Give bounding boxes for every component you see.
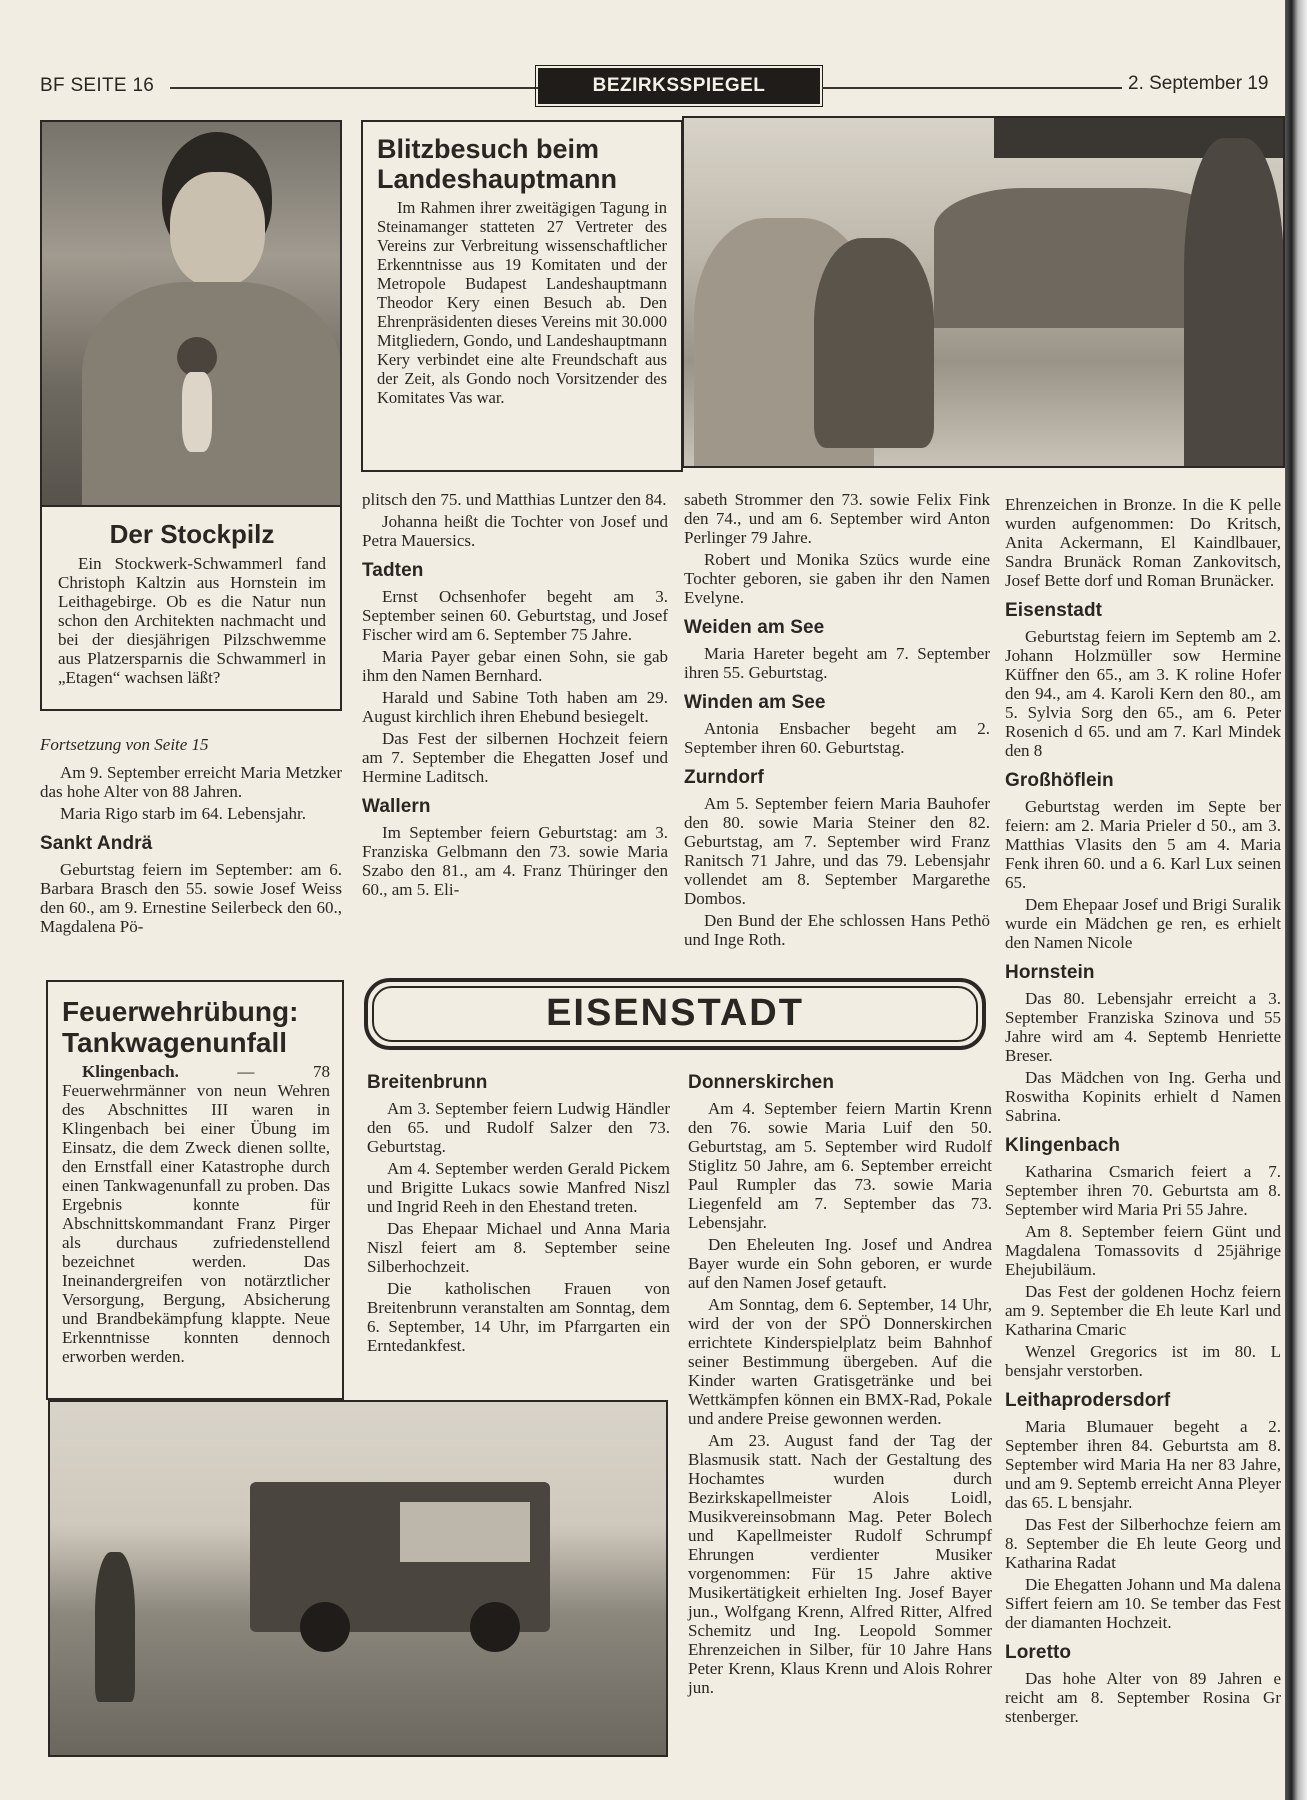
paragraph: Das Fest der silbernen Hochzeit feiern am 7. September die Ehegatten Josef und Hermine Laditsch.: [362, 729, 668, 786]
continuation-note: Fortsetzung von Seite 15: [40, 735, 209, 754]
paragraph: Das hohe Alter von 89 Jahren e reicht am 8. September Rosina Gr stenberger.: [1005, 1669, 1281, 1726]
section-heading: Donnerskirchen: [688, 1072, 835, 1093]
paragraph: Maria Blumauer begeht a 2. September ihren 84. Geburtsta am 8. September wird Maria Ha ner 83 Jahre, und am 9. Septemb erreicht Anna Pleyer das 65. L bensjahr.: [1005, 1417, 1281, 1512]
paragraph: Am 3. September feiern Ludwig Händler den 65. und Rudolf Salzer den 73. Geburtstag.: [367, 1099, 670, 1156]
paragraph: Den Bund der Ehe schlossen Hans Pethö und Inge Roth.: [684, 911, 990, 949]
column-4: [1005, 495, 1281, 1729]
paragraph: Wenzel Gregorics ist im 80. L bensjahr verstorben.: [1005, 1342, 1281, 1380]
section-heading: Zurndorf: [684, 767, 764, 788]
blitzbesuch-article: [361, 120, 683, 472]
paragraph: Johanna heißt die Tochter von Josef und Petra Mauersics.: [362, 512, 668, 550]
column-3: [684, 490, 990, 952]
eisenstadt-banner: [364, 978, 986, 1050]
section-heading: Sankt Andrä: [40, 833, 153, 854]
paragraph: Geburtstag feiern im September: am 6. Barbara Brasch den 55. sowie Josef Weiss den 60., am 9. Ernestine Seilerbeck den 60., Magdalena Pö-: [40, 860, 342, 936]
column-donnerskirchen: [688, 1072, 992, 1700]
paragraph: Das 80. Lebensjahr erreicht a 3. September Franziska Szinova und 55 Jahre wird am 4. Septemb Henriette Breser.: [1005, 989, 1281, 1065]
section-heading: Hornstein: [1005, 962, 1095, 983]
header-rule-left: [170, 87, 538, 89]
paragraph: Ehrenzeichen in Bronze. In die K pelle wurden aufgenommen: Do Kritsch, Anita Ackermann, El Kaindlbauer, Sandra Brunäck Roman Zankovitsch, Josef Bette dorf und Roman Brunäcker.: [1005, 495, 1281, 590]
feuerwehr-article: [46, 980, 344, 1400]
section-heading: Leithaprodersdorf: [1005, 1390, 1171, 1411]
page-label: BF SEITE 16: [40, 75, 155, 96]
paragraph: plitsch den 75. und Matthias Luntzer den 84.: [362, 490, 667, 509]
section-heading: Breitenbrunn: [367, 1072, 488, 1093]
feuerwehr-text: — 78 Feuerwehrmänner von neun Wehren des Abschnittes III waren in Klingenbach bei einer Übung im Einsatz, die dem Zweck dienen sollte, den Ernstfall einer Katastrophe durch einen Tankwagenunfall zu proben. Das Ergebnis konnte für Abschnittskommandant Franz Pirger als durchaus zufriedenstellend bezeichnet werden. Das Ineinandergreifen von notärztlicher Versorgung, Bergung, Absicherung und Brandbekämpfung klappte. Neue Erkenntnisse konnten dennoch erworben werden.: [62, 1062, 330, 1366]
section-heading: Wallern: [362, 796, 431, 817]
paragraph: Maria Rigo starb im 64. Lebensjahr.: [60, 804, 306, 823]
paragraph: Am 23. August fand der Tag der Blasmusik statt. Nach der Gestaltung des Hochamtes wurden durch Bezirkskapellmeister Alois Loidl, Musikvereinsobmann Mag. Peter Bolech und Kapellmeister Rudolf Schrumpf Ehrungen verdienter Musiker vorgenommen: Für 15 Jahre aktive Musikertätigkeit erhielten Ing. Josef Bayer jun., Wolfgang Krenn, Alfred Ritter, Alfred Schemitz und Ing. Leopold Sommer Ehrenzeichen in Silber, für 10 Jahre Hans Peter Krenn, Klaus Krenn und Alois Rohrer jun.: [688, 1431, 992, 1697]
paragraph: Dem Ehepaar Josef und Brigi Suralik wurde ein Mädchen ge ren, es erhielt den Namen Nicole: [1005, 895, 1281, 952]
paragraph: Ernst Ochsenhofer begeht am 3. September seinen 60. Geburtstag, und Josef Fischer wird am 6. September 75 Jahre.: [362, 587, 668, 644]
paragraph: Das Fest der goldenen Hochz feiern am 9. September die Eh leute Karl und Katharina Cmaric: [1005, 1282, 1281, 1339]
column-breitenbrunn: [367, 1072, 670, 1358]
stockpilz-text: Ein Stockwerk-Schwammerl fand Christoph Kaltzin aus Hornstein im Leithagebirge. Ob es die Natur nun schon den Architekten nachmacht und bei der diesjährigen Pilzschwemme aus Platzersparnis die Schwammerl in „Etagen“ wachsen läßt?: [58, 554, 326, 687]
paragraph: Im September feiern Geburtstag: am 3. Franziska Gelbmann den 73. sowie Maria Szabo den 81., am 4. Franz Thüringer den 60., am 5. Eli-: [362, 823, 668, 899]
paragraph: Am 4. September werden Gerald Pickem und Brigitte Lukacs sowie Manfred Niszl und Ingrid Reeh in den Ehestand treten.: [367, 1159, 670, 1216]
paragraph: sabeth Strommer den 73. sowie Felix Fink den 74., und am 6. September wird Anton Perlinger 79 Jahre.: [684, 490, 990, 547]
section-heading: Klingenbach: [1005, 1135, 1121, 1156]
photo-meeting-landeshauptmann: [682, 116, 1285, 468]
paragraph: Katharina Csmarich feiert a 7. September ihren 70. Geburtsta am 8. September wird Maria Pri 55 Jahre.: [1005, 1162, 1281, 1219]
feuerwehr-dateline: Klingenbach.: [82, 1062, 179, 1081]
issue-date: 2. September 19: [1128, 73, 1269, 94]
header-rule-right: [822, 87, 1122, 89]
paragraph: Am 8. September feiern Günt und Magdalena Tomassovits d 25jährige Ehejubiläum.: [1005, 1222, 1281, 1279]
paragraph: Geburtstag werden im Septe ber feiern: am 2. Maria Prieler d 50., am 3. Matthias Vlasits den 5 am 4. Maria Fenk ihren 60. und a 6. Karl Lux seinen 65.: [1005, 797, 1281, 892]
paragraph: Das Ehepaar Michael und Anna Maria Niszl feiert am 8. September seine Silberhochzeit.: [367, 1219, 670, 1276]
paragraph: Am 9. September erreicht Maria Metzker das hohe Alter von 88 Jahren.: [40, 763, 342, 801]
stockpilz-title: Der Stockpilz: [109, 519, 275, 549]
page-binding-edge: [1285, 0, 1307, 1800]
photo-fire-drill: [48, 1400, 668, 1757]
paragraph: Harald und Sabine Toth haben am 29. August kirchlich ihren Ehebund besiegelt.: [362, 688, 668, 726]
column-2: [362, 490, 668, 902]
stockpilz-article: [40, 505, 342, 711]
blitzbesuch-text: Im Rahmen ihrer zweitägigen Tagung in Steinamanger statteten 27 Vertreter des Vereins zur Verbreitung wissenschaftlicher Erkenntnisse aus 19 Komitaten und der Metropole Budapest Landeshauptmann Theodor Kery einen Besuch ab. Den Ehrenpräsidenten dieses Vereins mit 30.000 Mitgliedern, Gondo, und Landeshauptmann Kery verbindet eine alte Freundschaft aus der Zeit, als Gondo noch Vorsitzender des Komitates Vas war.: [377, 198, 667, 407]
section-heading: Tadten: [362, 560, 424, 581]
paragraph: Geburtstag feiern im Septemb am 2. Johann Holzmüller sow Hermine Küffner den 65., am 3. K roline Hofer den 94., am 4. Karoli Kern den 80., am 5. Sylvia Sorg den 65., am 6. Peter Rosenich d 65. und am 7. Karl Mindek den 8: [1005, 627, 1281, 760]
column-1: [40, 735, 342, 939]
section-heading: Winden am See: [684, 692, 826, 713]
eisenstadt-banner-title: EISENSTADT: [372, 986, 978, 1042]
paragraph: Am 4. September feiern Martin Krenn den 76. sowie Maria Luif den 50. Geburtstag, am 5. September wird Rudolf Stiglitz 50 Jahre, am 6. September erreicht Paul Rumpler das 73. sowie Maria Liegenfeld am 7. September das 73. Lebensjahr.: [688, 1099, 992, 1232]
section-banner: BEZIRKSSPIEGEL: [538, 68, 820, 104]
paragraph: Am Sonntag, dem 6. September, 14 Uhr, wird der von der SPÖ Donnerskirchen errichtete Kinderspielplatz beim Bahnhof seiner Bestimmung übergeben. Auf die Kinder warten Gratisgetränke und bei Wettkämpfen können ein BMX-Rad, Pokale und andere Preise gewonnen werden.: [688, 1295, 992, 1428]
section-heading: Eisenstadt: [1005, 600, 1103, 621]
section-heading: Loretto: [1005, 1642, 1072, 1663]
paragraph: Den Eheleuten Ing. Josef und Andrea Bayer wurde ein Sohn geboren, er wurde auf den Namen Josef getauft.: [688, 1235, 992, 1292]
feuerwehr-title: Feuerwehrübung: Tankwagenunfall: [62, 996, 299, 1058]
section-heading: Weiden am See: [684, 617, 825, 638]
paragraph: Die Ehegatten Johann und Ma dalena Siffert feiern am 10. Se tember das Fest der diamanten Hochzeit.: [1005, 1575, 1281, 1632]
paragraph: Das Fest der Silberhochze feiern am 8. September die Eh leute Georg und Katharina Radat: [1005, 1515, 1281, 1572]
section-heading: Großhöflein: [1005, 770, 1114, 791]
paragraph: Maria Hareter begeht am 7. September ihren 55. Geburtstag.: [684, 644, 990, 682]
paragraph: Das Mädchen von Ing. Gerha und Roswitha Kopinits erhielt d Namen Sabrina.: [1005, 1068, 1281, 1125]
photo-boy-with-mushroom: [40, 120, 342, 507]
paragraph: Am 5. September feiern Maria Bauhofer den 80. sowie Maria Steiner den 82. Geburtstag, am 7. September wird Franz Ranitsch 71 Jahre, und das 79. Lebensjahr vollendet am 8. September Margarethe Dombos.: [684, 794, 990, 908]
paragraph: Robert und Monika Szücs wurde eine Tochter geboren, sie gaben ihr den Namen Evelyne.: [684, 550, 990, 607]
paragraph: Die katholischen Frauen von Breitenbrunn veranstalten am Sonntag, dem 6. September, 14 Uhr, im Pfarrgarten ein Erntedankfest.: [367, 1279, 670, 1355]
paragraph: Antonia Ensbacher begeht am 2. September ihren 60. Geburtstag.: [684, 719, 990, 757]
blitzbesuch-title: Blitzbesuch beim Landeshauptmann: [377, 134, 618, 194]
paragraph: Maria Payer gebar einen Sohn, sie gab ihm den Namen Bernhard.: [362, 647, 668, 685]
